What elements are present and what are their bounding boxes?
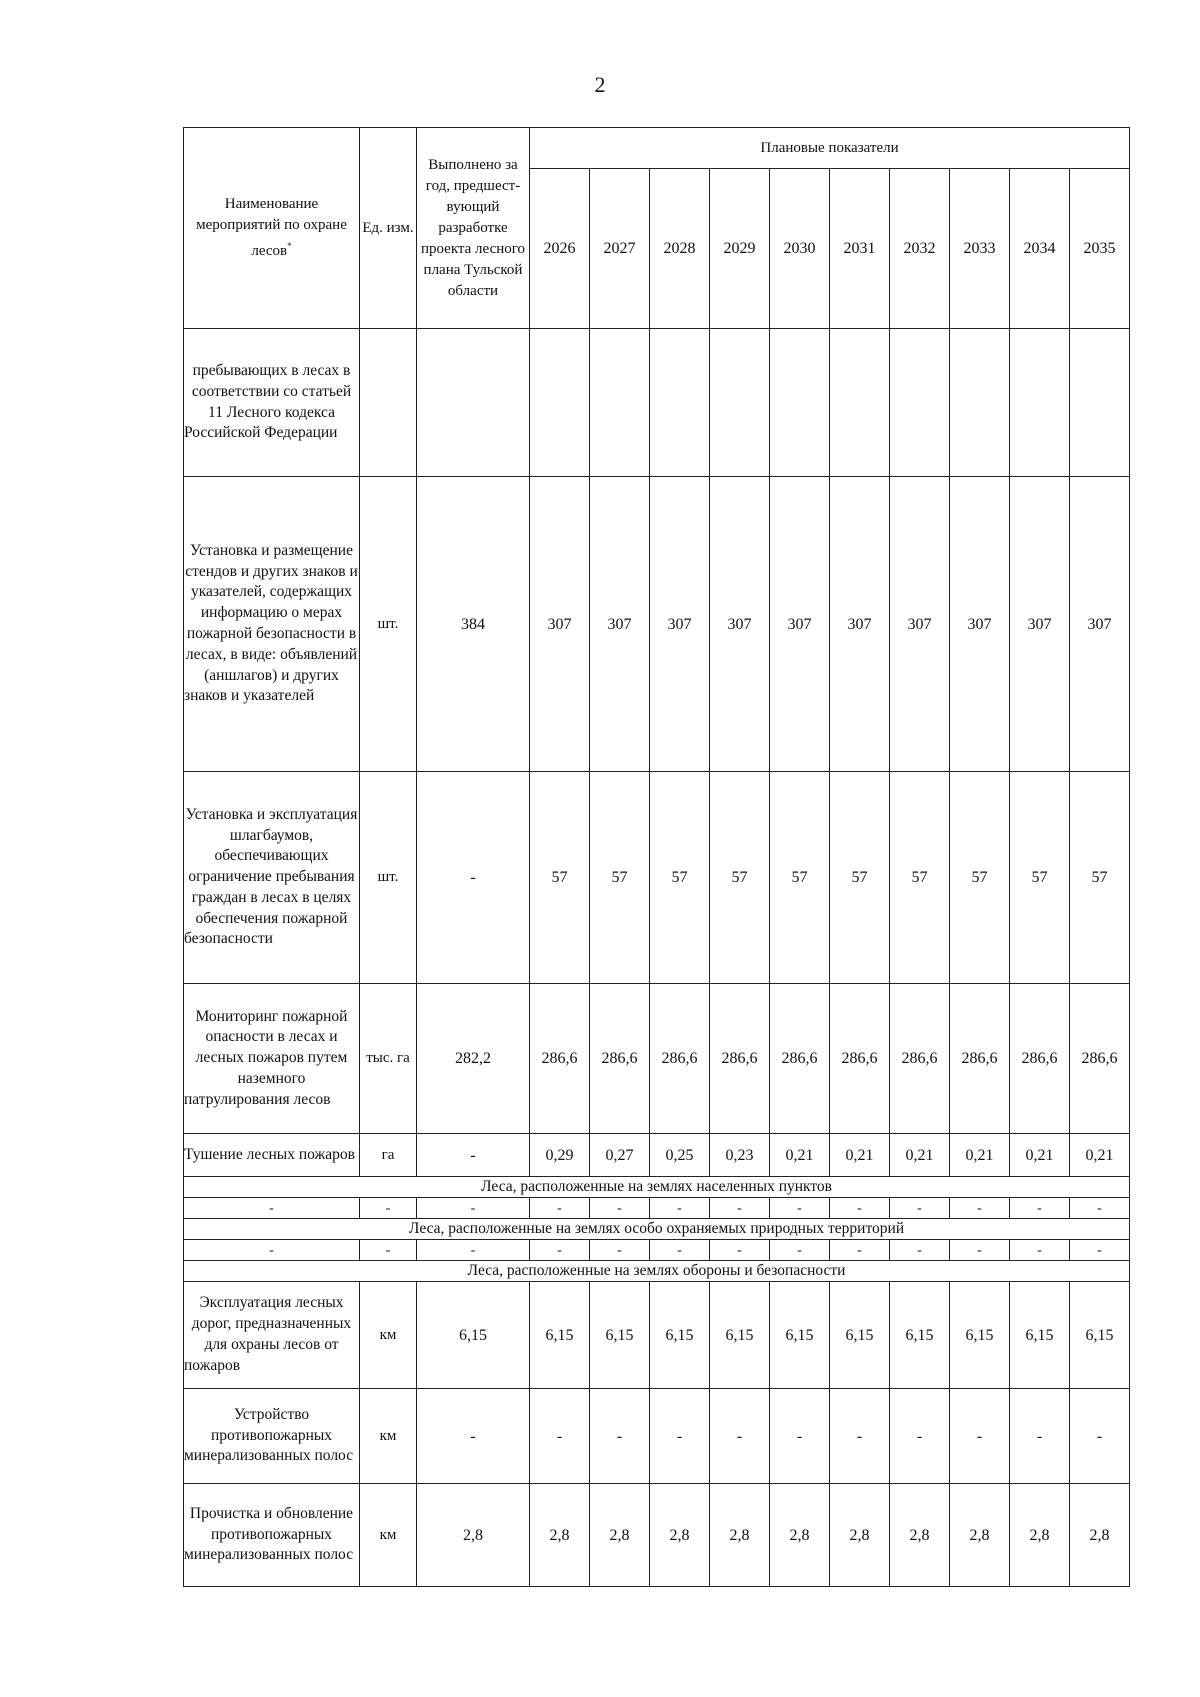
plan-value-2033: 6,15 xyxy=(950,1282,1010,1389)
section-title: Леса, расположенные на землях обороны и безопасности xyxy=(184,1261,1130,1282)
plan-value-2030: 286,6 xyxy=(770,984,830,1134)
plan-value-2028: 2,8 xyxy=(650,1484,710,1587)
plan-value-2031: 286,6 xyxy=(830,984,890,1134)
header-unit: Ед. изм. xyxy=(360,128,417,329)
done-value: 282,2 xyxy=(417,984,530,1134)
header-year-2026: 2026 xyxy=(530,169,590,329)
plan-value-2029: 57 xyxy=(710,772,770,984)
plan-value-2030: 6,15 xyxy=(770,1282,830,1389)
plan-value-2034: 307 xyxy=(1010,477,1070,772)
plan-value-2035: - xyxy=(1070,1240,1130,1261)
done-value: 384 xyxy=(417,477,530,772)
header-year-2029: 2029 xyxy=(710,169,770,329)
plan-value-2033: 286,6 xyxy=(950,984,1010,1134)
plan-value-2026: - xyxy=(530,1240,590,1261)
unit-cell: км xyxy=(360,1389,417,1484)
plan-value-2028: 307 xyxy=(650,477,710,772)
plan-value-2032: 2,8 xyxy=(890,1484,950,1587)
plan-value-2035: 2,8 xyxy=(1070,1484,1130,1587)
plan-value-2035: - xyxy=(1070,1198,1130,1219)
plan-value-2026: - xyxy=(530,1198,590,1219)
plan-value-2035: 286,6 xyxy=(1070,984,1130,1134)
plan-value-2030: 2,8 xyxy=(770,1484,830,1587)
plan-value-2028: 286,6 xyxy=(650,984,710,1134)
plan-value-2028: 6,15 xyxy=(650,1282,710,1389)
plan-value-2027 xyxy=(590,329,650,477)
plan-value-2026: 6,15 xyxy=(530,1282,590,1389)
plan-value-2028 xyxy=(650,329,710,477)
plan-value-2027: 57 xyxy=(590,772,650,984)
table-row xyxy=(184,477,1130,772)
section-title: Леса, расположенные на землях населенных пунктов xyxy=(184,1177,1130,1198)
done-value: - xyxy=(417,1134,530,1177)
plan-value-2026 xyxy=(530,329,590,477)
activity-name: Мониторинг пожарной опасности в лесах и лесных пожаров путем наземного патрулирования лесов xyxy=(184,984,360,1134)
plan-value-2026: 286,6 xyxy=(530,984,590,1134)
done-value: - xyxy=(417,772,530,984)
header-name-cell xyxy=(184,128,360,329)
plan-value-2031: - xyxy=(830,1389,890,1484)
header-year-2030: 2030 xyxy=(770,169,830,329)
activity-name: Установка и размещение стендов и других знаков и указателей, содержащих информацию о мерах пожарной безопасности в лесах, в виде: объявлений (аншлагов) и других знаков и указателей xyxy=(184,477,360,772)
done-value: - xyxy=(417,1198,530,1219)
plan-value-2026: 2,8 xyxy=(530,1484,590,1587)
plan-value-2030: 0,21 xyxy=(770,1134,830,1177)
activity-name: - xyxy=(184,1198,360,1219)
section-row xyxy=(184,1177,1130,1198)
header-year-2032: 2032 xyxy=(890,169,950,329)
plan-value-2030: - xyxy=(770,1389,830,1484)
footnote-mark: * xyxy=(287,241,292,251)
plan-value-2035: 0,21 xyxy=(1070,1134,1130,1177)
header-year-2028: 2028 xyxy=(650,169,710,329)
plan-value-2033: - xyxy=(950,1240,1010,1261)
plan-value-2030 xyxy=(770,329,830,477)
table-row xyxy=(184,1282,1130,1389)
activity-name: - xyxy=(184,1240,360,1261)
plan-value-2028: 0,25 xyxy=(650,1134,710,1177)
empty-row xyxy=(184,1240,1130,1261)
plan-value-2029: 0,23 xyxy=(710,1134,770,1177)
plan-value-2030: - xyxy=(770,1240,830,1261)
plan-value-2033: 0,21 xyxy=(950,1134,1010,1177)
empty-row xyxy=(184,1198,1130,1219)
plan-value-2033: - xyxy=(950,1198,1010,1219)
plan-value-2032: - xyxy=(890,1389,950,1484)
header-done: Выполнено за год, предшест-вующий разработке проекта лесного плана Тульской области xyxy=(417,128,530,329)
plan-value-2029: 286,6 xyxy=(710,984,770,1134)
unit-cell: км xyxy=(360,1282,417,1389)
unit-cell: км xyxy=(360,1484,417,1587)
plan-value-2032: - xyxy=(890,1240,950,1261)
plan-value-2029: 307 xyxy=(710,477,770,772)
header-year-2035: 2035 xyxy=(1070,169,1130,329)
header-year-2034: 2034 xyxy=(1010,169,1070,329)
plan-value-2033 xyxy=(950,329,1010,477)
plan-value-2027: 307 xyxy=(590,477,650,772)
unit-cell: шт. xyxy=(360,772,417,984)
plan-value-2033: 307 xyxy=(950,477,1010,772)
plan-value-2034: 57 xyxy=(1010,772,1070,984)
plan-value-2034: - xyxy=(1010,1240,1070,1261)
done-value xyxy=(417,329,530,477)
activity-name: Установка и эксплуатация шлагбаумов, обеспечивающих ограничение пребывания граждан в лесах в целях обеспечения пожарной безопасности xyxy=(184,772,360,984)
plan-value-2028: - xyxy=(650,1240,710,1261)
done-value: - xyxy=(417,1240,530,1261)
plan-value-2032: 0,21 xyxy=(890,1134,950,1177)
plan-value-2026: 0,29 xyxy=(530,1134,590,1177)
unit-cell: - xyxy=(360,1240,417,1261)
plan-value-2031: 0,21 xyxy=(830,1134,890,1177)
plan-value-2029: 6,15 xyxy=(710,1282,770,1389)
forest-protection-table xyxy=(183,127,1130,1587)
section-row xyxy=(184,1219,1130,1240)
header-year-2027: 2027 xyxy=(590,169,650,329)
page-number: 2 xyxy=(594,72,606,97)
plan-value-2031: - xyxy=(830,1198,890,1219)
plan-value-2034: 6,15 xyxy=(1010,1282,1070,1389)
plan-value-2034 xyxy=(1010,329,1070,477)
header-plan: Плановые показатели xyxy=(530,128,1130,169)
plan-value-2026: 57 xyxy=(530,772,590,984)
plan-value-2031: - xyxy=(830,1240,890,1261)
plan-value-2027: 0,27 xyxy=(590,1134,650,1177)
plan-value-2035: 57 xyxy=(1070,772,1130,984)
plan-value-2026: 307 xyxy=(530,477,590,772)
plan-value-2035 xyxy=(1070,329,1130,477)
unit-cell: тыс. га xyxy=(360,984,417,1134)
plan-value-2031: 307 xyxy=(830,477,890,772)
plan-value-2031: 6,15 xyxy=(830,1282,890,1389)
plan-value-2029: 2,8 xyxy=(710,1484,770,1587)
unit-cell: га xyxy=(360,1134,417,1177)
done-value: 2,8 xyxy=(417,1484,530,1587)
table-row xyxy=(184,772,1130,984)
plan-value-2029 xyxy=(710,329,770,477)
plan-value-2027: 2,8 xyxy=(590,1484,650,1587)
activity-name: Прочистка и обновление противопожарных минерализованных полос xyxy=(184,1484,360,1587)
table-row xyxy=(184,984,1130,1134)
plan-value-2028: - xyxy=(650,1198,710,1219)
plan-value-2030: 57 xyxy=(770,772,830,984)
activity-name: пребывающих в лесах в соответствии со статьей 11 Лесного кодекса Российской Федерации xyxy=(184,329,360,477)
plan-value-2029: - xyxy=(710,1198,770,1219)
section-row xyxy=(184,1261,1130,1282)
plan-value-2032: 286,6 xyxy=(890,984,950,1134)
table-row xyxy=(184,1134,1130,1177)
plan-value-2035: 6,15 xyxy=(1070,1282,1130,1389)
plan-value-2033: 2,8 xyxy=(950,1484,1010,1587)
plan-value-2030: 307 xyxy=(770,477,830,772)
unit-cell xyxy=(360,329,417,477)
plan-value-2032: 6,15 xyxy=(890,1282,950,1389)
header-year-2033: 2033 xyxy=(950,169,1010,329)
plan-value-2034: 0,21 xyxy=(1010,1134,1070,1177)
plan-value-2033: 57 xyxy=(950,772,1010,984)
done-value: - xyxy=(417,1389,530,1484)
plan-value-2027: 286,6 xyxy=(590,984,650,1134)
activity-name: Устройство противопожарных минерализованных полос xyxy=(184,1389,360,1484)
plan-value-2035: 307 xyxy=(1070,477,1130,772)
plan-value-2027: 6,15 xyxy=(590,1282,650,1389)
plan-value-2032 xyxy=(890,329,950,477)
plan-value-2027: - xyxy=(590,1198,650,1219)
table-body xyxy=(184,329,1130,1587)
plan-value-2028: 57 xyxy=(650,772,710,984)
plan-value-2028: - xyxy=(650,1389,710,1484)
plan-value-2029: - xyxy=(710,1240,770,1261)
header-name: Наименование мероприятий по охране лесов xyxy=(196,196,347,259)
plan-value-2029: - xyxy=(710,1389,770,1484)
section-title: Леса, расположенные на землях особо охраняемых природных территорий xyxy=(184,1219,1130,1240)
plan-value-2034: 286,6 xyxy=(1010,984,1070,1134)
plan-value-2032: 307 xyxy=(890,477,950,772)
table-header xyxy=(184,128,1130,329)
table-row xyxy=(184,1389,1130,1484)
unit-cell: - xyxy=(360,1198,417,1219)
plan-value-2031 xyxy=(830,329,890,477)
plan-value-2032: - xyxy=(890,1198,950,1219)
plan-value-2035: - xyxy=(1070,1389,1130,1484)
plan-value-2034: - xyxy=(1010,1389,1070,1484)
plan-value-2032: 57 xyxy=(890,772,950,984)
unit-cell: шт. xyxy=(360,477,417,772)
table-row xyxy=(184,329,1130,477)
plan-value-2034: - xyxy=(1010,1198,1070,1219)
plan-value-2033: - xyxy=(950,1389,1010,1484)
plan-value-2027: - xyxy=(590,1240,650,1261)
plan-value-2027: - xyxy=(590,1389,650,1484)
plan-value-2031: 2,8 xyxy=(830,1484,890,1587)
activity-name: Эксплуатация лесных дорог, предназначенных для охраны лесов от пожаров xyxy=(184,1282,360,1389)
plan-value-2026: - xyxy=(530,1389,590,1484)
table-row xyxy=(184,1484,1130,1587)
header-year-2031: 2031 xyxy=(830,169,890,329)
plan-value-2030: - xyxy=(770,1198,830,1219)
plan-value-2034: 2,8 xyxy=(1010,1484,1070,1587)
done-value: 6,15 xyxy=(417,1282,530,1389)
activity-name: Тушение лесных пожаров xyxy=(184,1134,360,1177)
plan-value-2031: 57 xyxy=(830,772,890,984)
